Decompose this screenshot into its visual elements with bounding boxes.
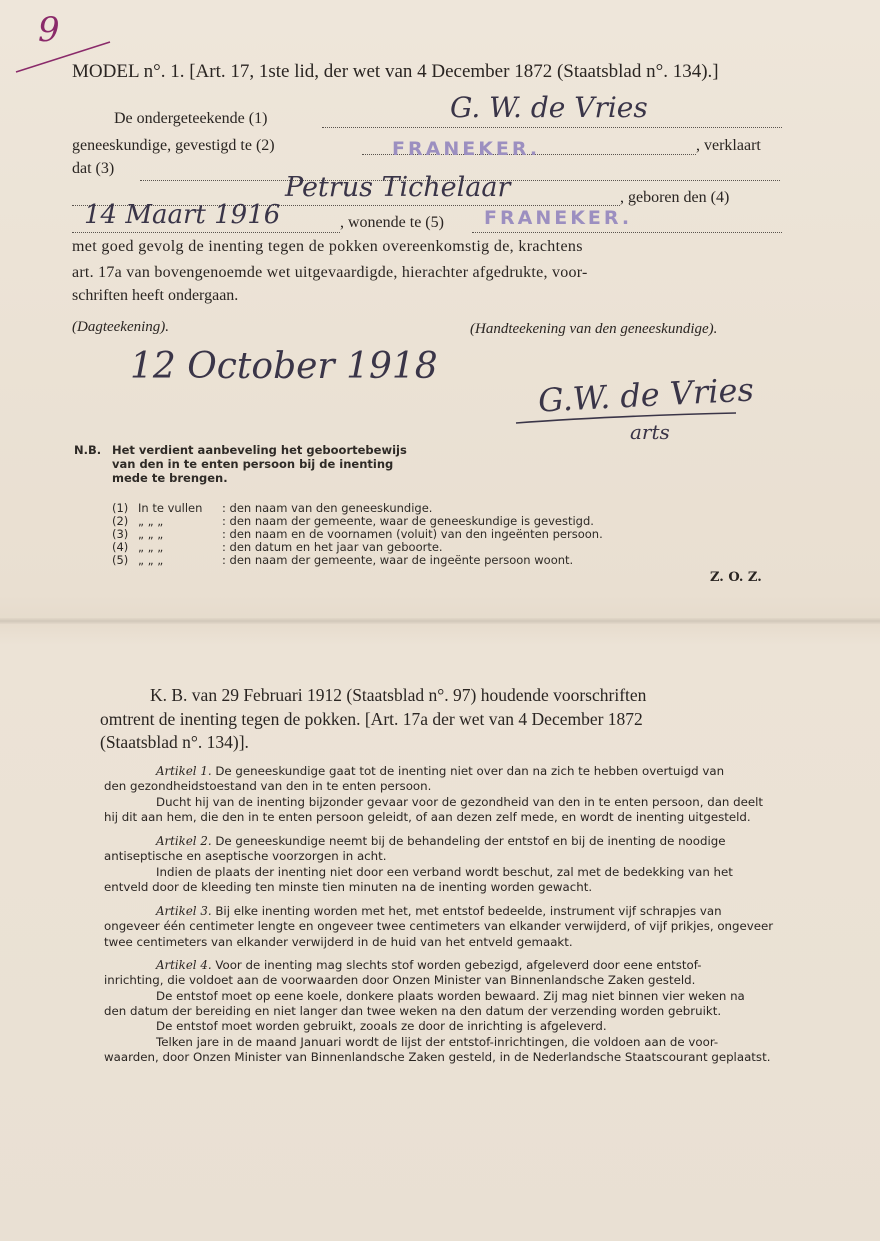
line1-dotted [322,127,782,128]
line3-label: dat (3) [72,160,115,177]
doctor-name-handwritten: G. W. de Vries [450,91,648,124]
article-line: hij dit aan hem, die den in te enten persoon geleidt, of aan dezen zelf mede, en wordt de inenting uitgesteld. [104,809,751,824]
footnote-lead: „ „ „ [138,540,164,554]
article-line: inrichting, die voldoet aan de voorwaarden door Onzen Minister van Binnenlandsche Zaken gesteld. [104,973,696,988]
article-line: De entstof moet worden gebruikt, zooals ze door de inrichting is afgeleverd. [156,1019,607,1034]
article-line: Ducht hij van de inenting bijzonder gevaar voor de gezondheid van den in te enten persoon, dan deelt [156,794,764,809]
article-line: Telken jare in de maand Januari wordt de lijst der entstof-inrichtingen, die voldoen aan de voor- [156,1034,719,1049]
place-stamp-2: FRANEKER. [484,207,633,229]
footnote-number: (5) [112,553,129,567]
line4-mid: , wonende te (5) [340,214,444,231]
article-line: Artikel 2. De geneeskundige neemt bij de behandeling der entstof en bij de inenting de noodige [156,834,726,848]
form-line5: met goed gevolg de inenting tegen de pokken overeenkomstig de, krachtens [72,238,583,255]
footnote-text: : den naam der gemeente, waar de ingeënte persoon woont. [222,553,574,567]
article-line: Indien de plaats der inenting niet door een verband wordt beschut, zal met de bedekking van het [156,864,733,879]
line5b-dotted [472,232,782,233]
article-line: den gezondheidstoestand van den in te enten persoon. [104,779,432,794]
footnote-lead: „ „ „ [138,553,164,567]
footnote-lead: „ „ „ [138,514,164,528]
handteekening-label: (Handteekening van den geneeskundige). [470,321,718,337]
kb-line1: K. B. van 29 Februari 1912 (Staatsblad n°. 97) houdende voorschriften [150,685,647,705]
footnote-lead: „ „ „ [138,527,164,541]
footnote-text: : den naam en de voornamen (voluit) van den ingeënten persoon. [222,527,603,541]
line3-end: , geboren den (4) [620,189,730,206]
article-line: entveld door de kleeding ten minste tien minuten na de inenting worden gewacht. [104,879,593,894]
article-line: Artikel 4. Voor de inenting mag slechts stof worden gebezigd, afgeleverd door eene entstof- [156,958,702,972]
form-line6: art. 17a van bovengenoemde wet uitgevaardigde, hierachter afgedrukte, voor- [72,264,588,281]
footnote-lead: In te vullen [138,501,203,515]
issue-date-handwritten: 12 October 1918 [130,346,438,387]
line1-label: De ondergeteekende (1) [114,110,268,127]
article-title: Artikel 1. [156,764,216,778]
line2-end: , verklaart [696,137,761,154]
article-line: waarden, door Onzen Minister van Binnenlandsche Zaken gesteld, in de Nederlandsche Staatscourant geplaatst. [104,1049,771,1064]
footnote-number: (3) [112,527,129,541]
birthdate-handwritten: 14 Maart 1916 [84,200,281,230]
article-title: Artikel 4. [156,958,216,972]
article-line: ongeveer één centimeter lengte en ongeveer twee centimeters van elkander verwijderd, of vijf prikjes, ongeveer [104,919,774,934]
nb-line1: Het verdient aanbeveling het geboortebewijs [112,443,407,457]
article-title: Artikel 3. [156,904,216,918]
kb-line2: omtrent de inenting tegen de pokken. [Art. 17a der wet van 4 December 1872 [100,709,643,729]
paper-fold [0,618,880,624]
footnote-text: : den naam van den geneeskundige. [222,501,433,515]
corner-mark: 9 [38,10,60,50]
footnote-text: : den datum en het jaar van geboorte. [222,540,443,554]
footnote-number: (2) [112,514,129,528]
kb-line3: (Staatsblad n°. 134)]. [100,732,249,752]
footnote-number: (1) [112,501,129,515]
nb-line2: van den in te enten persoon bij de inenting [112,457,394,471]
article-line: Artikel 3. Bij elke inenting worden met het, met entstof bedeelde, instrument vijf schrapjes van [156,904,722,918]
article-line: De entstof moet op eene koele, donkere plaats worden bewaard. Zij mag niet binnen vier weken na [156,988,745,1003]
line5a-dotted [72,232,340,233]
signature-title: arts [630,420,670,444]
line2-label: geneeskundige, gevestigd te (2) [72,137,275,154]
article-title: Artikel 2. [156,834,216,848]
article-line: antiseptische en aseptische voorzorgen in acht. [104,849,387,864]
footnote-number: (4) [112,540,129,554]
article-line: Artikel 1. De geneeskundige gaat tot de inenting niet over dan na zich te hebben overtuigd van [156,764,725,778]
footnote-text: : den naam der gemeente, waar de geneeskundige is gevestigd. [222,514,594,528]
dagteekening-label: (Dagteekening). [72,319,170,335]
patient-name-handwritten: Petrus Tichelaar [285,172,511,203]
article-line: den datum der bereiding en niet langer dan twee weken na den datum der verzending worden gebruikt. [104,1003,722,1018]
zoz-marker: Z. O. Z. [710,570,762,585]
doctor-signature: G.W. de Vries [537,370,755,420]
nb-line3: mede te brengen. [112,471,228,485]
model-header: MODEL n°. 1. [Art. 17, 1ste lid, der wet van 4 December 1872 (Staatsblad n°. 134).] [72,61,719,82]
nb-prefix: N.B. [74,443,102,457]
form-line7: schriften heeft ondergaan. [72,287,239,304]
article-line: twee centimeters van elkander verwijderd in de huid van het entveld gemaakt. [104,934,573,949]
place-stamp-1: FRANEKER. [392,138,541,160]
